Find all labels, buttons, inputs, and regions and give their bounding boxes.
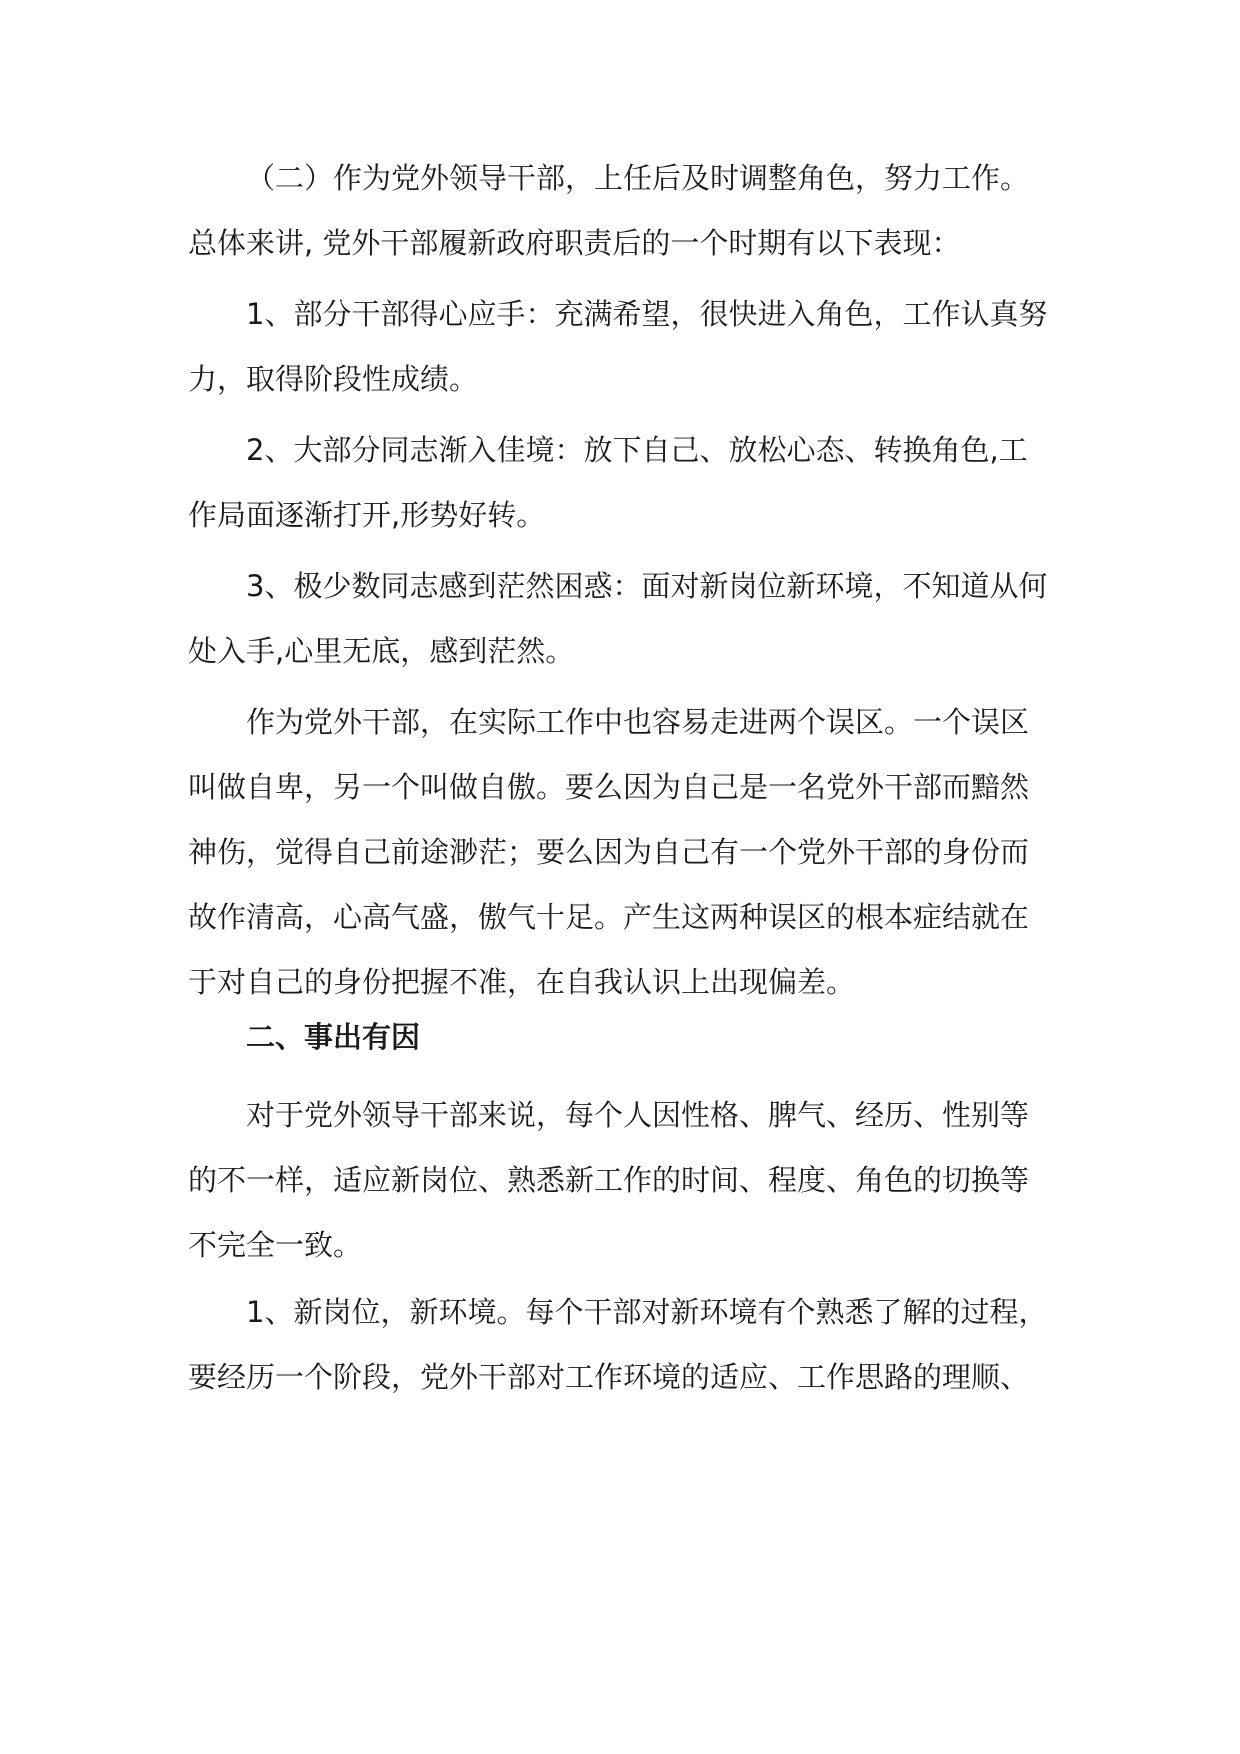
text-line: 的不一样，适应新岗位、熟悉新工作的时间、程度、角色的切换等 [188, 1163, 1030, 1197]
paragraph-section-two-intro [188, 146, 1060, 276]
text-line: 对于党外领导干部来说，每个人因性格、脾气、经历、性别等 [246, 1098, 1030, 1132]
text-line: 神伤，觉得自己前途渺茫；要么因为自己有一个党外干部的身份而 [188, 835, 1030, 869]
text-line: 作为党外干部，在实际工作中也容易走进两个误区。一个误区 [246, 705, 1030, 739]
paragraph-item-2 [188, 418, 1060, 548]
text-line: 不完全一致。 [188, 1228, 363, 1262]
paragraph-misconceptions [188, 690, 1060, 1015]
text-line: 1、新岗位，新环境。每个干部对新环境有个熟悉了解的过程， [246, 1295, 1048, 1329]
text-line: 作局面逐渐打开,形势好转。 [188, 498, 546, 532]
text-line: （二）作为党外领导干部，上任后及时调整角色，努力工作。 [246, 161, 1030, 195]
section-heading [188, 1005, 1060, 1070]
paragraph-item-3 [188, 554, 1060, 684]
heading-text: 二、事出有因 [246, 1020, 421, 1054]
paragraph-item-1 [188, 282, 1060, 412]
paragraph-causes-intro [188, 1083, 1060, 1278]
paragraph-cause-1 [188, 1280, 1060, 1410]
text-line: 故作清高，心高气盛，傲气十足。产生这两种误区的根本症结就在 [188, 900, 1030, 934]
text-line: 叫做自卑，另一个叫做自傲。要么因为自己是一名党外干部而黯然 [188, 770, 1030, 804]
text-line: 处入手,心里无底，感到茫然。 [188, 634, 575, 668]
text-line: 总体来讲, 党外干部履新政府职责后的一个时期有以下表现： [188, 226, 961, 260]
text-line: 要经历一个阶段，党外干部对工作环境的适应、工作思路的理顺、 [188, 1360, 1030, 1394]
text-line: 于对自己的身份把握不准，在自我认识上出现偏差。 [188, 965, 856, 999]
text-line: 1、部分干部得心应手：充满希望，很快进入角色，工作认真努 [246, 297, 1048, 331]
text-line: 力，取得阶段性成绩。 [188, 362, 479, 396]
text-line: 2、大部分同志渐入佳境：放下自己、放松心态、转换角色,工 [246, 433, 1028, 467]
text-line: 3、极少数同志感到茫然困惑：面对新岗位新环境，不知道从何 [246, 569, 1048, 603]
